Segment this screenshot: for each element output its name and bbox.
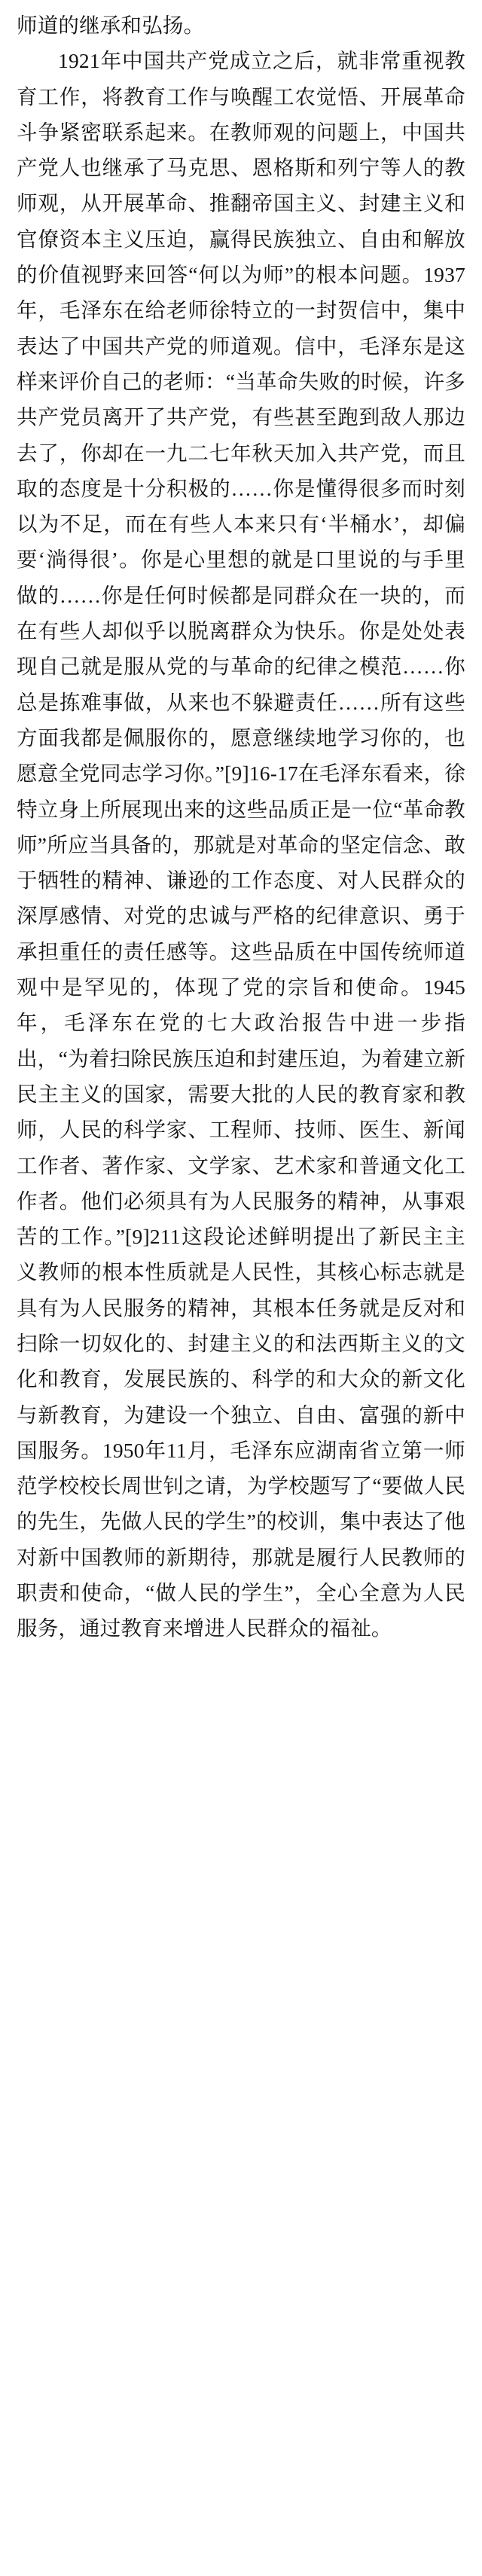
document-body — [17, 8, 465, 1647]
paragraph-main: 1921年中国共产党成立之后，就非常重视教育工作，将教育工作与唤醒工农觉悟、开展革命斗争紧密联系起来。在教师观的问题上，中国共产党人也继承了马克思、恩格斯和列宁等人的教师观，从开展革命、推翻帝国主义、封建主义和官僚资本主义压迫，赢得民族独立、自由和解放的价值视野来回答“何以为师”的根本问题。1937年，毛泽东在给老师徐特立的一封贺信中，集中表达了中国共产党的师道观。信中，毛泽东是这样来评价自己的老师：“当革命失败的时候，许多共产党员离开了共产党，有些甚至跑到敌人那边去了，你却在一九二七年秋天加入共产党，而且取的态度是十分积极的……你是懂得很多而时刻以为不足，而在有些人本来只有‘半桶水’，却偏要‘淌得很’。你是心里想的就是口里说的与手里做的……你是任何时候都是同群众在一块的，而在有些人却似乎以脱离群众为快乐。你是处处表现自己就是服从党的与革命的纪律之模范……你总是拣难事做，从来也不躲避责任……所有这些方面我都是佩服你的，愿意继续地学习你的，也愿意全党同志学习你。”[9]16-17在毛泽东看来，徐特立身上所展现出来的这些品质正是一位“革命教师”所应当具备的，那就是对革命的坚定信念、敢于牺牲的精神、谦逊的工作态度、对人民群众的深厚感情、对党的忠诚与严格的纪律意识、勇于承担重任的责任感等。这些品质在中国传统师道观中是罕见的，体现了党的宗旨和使命。1945年，毛泽东在党的七大政治报告中进一步指出，“为着扫除民族压迫和封建压迫，为着建立新民主主义的国家，需要大批的人民的教育家和教师，人民的科学家、工程师、技师、医生、新闻工作者、著作家、文学家、艺术家和普通文化工作者。他们必须具有为人民服务的精神，从事艰苦的工作。”[9]211这段论述鲜明提出了新民主主义教师的根本性质就是人民性，其核心标志就是具有为人民服务的精神，其根本任务就是反对和扫除一切奴化的、封建主义的和法西斯主义的文化和教育，发展民族的、科学的和大众的新文化与新教育，为建设一个独立、自由、富强的新中国服务。1950年11月，毛泽东应湖南省立第一师范学校校长周世钊之请，为学校题写了“要做人民的先生，先做人民的学生”的校训，集中表达了他对新中国教师的新期待，那就是履行人民教师的职责和使命，“做人民的学生”，全心全意为人民服务，通过教育来增进人民群众的福祉。 — [17, 49, 465, 1641]
paragraph-continued: 师道的继承和弘扬。 — [17, 14, 205, 37]
